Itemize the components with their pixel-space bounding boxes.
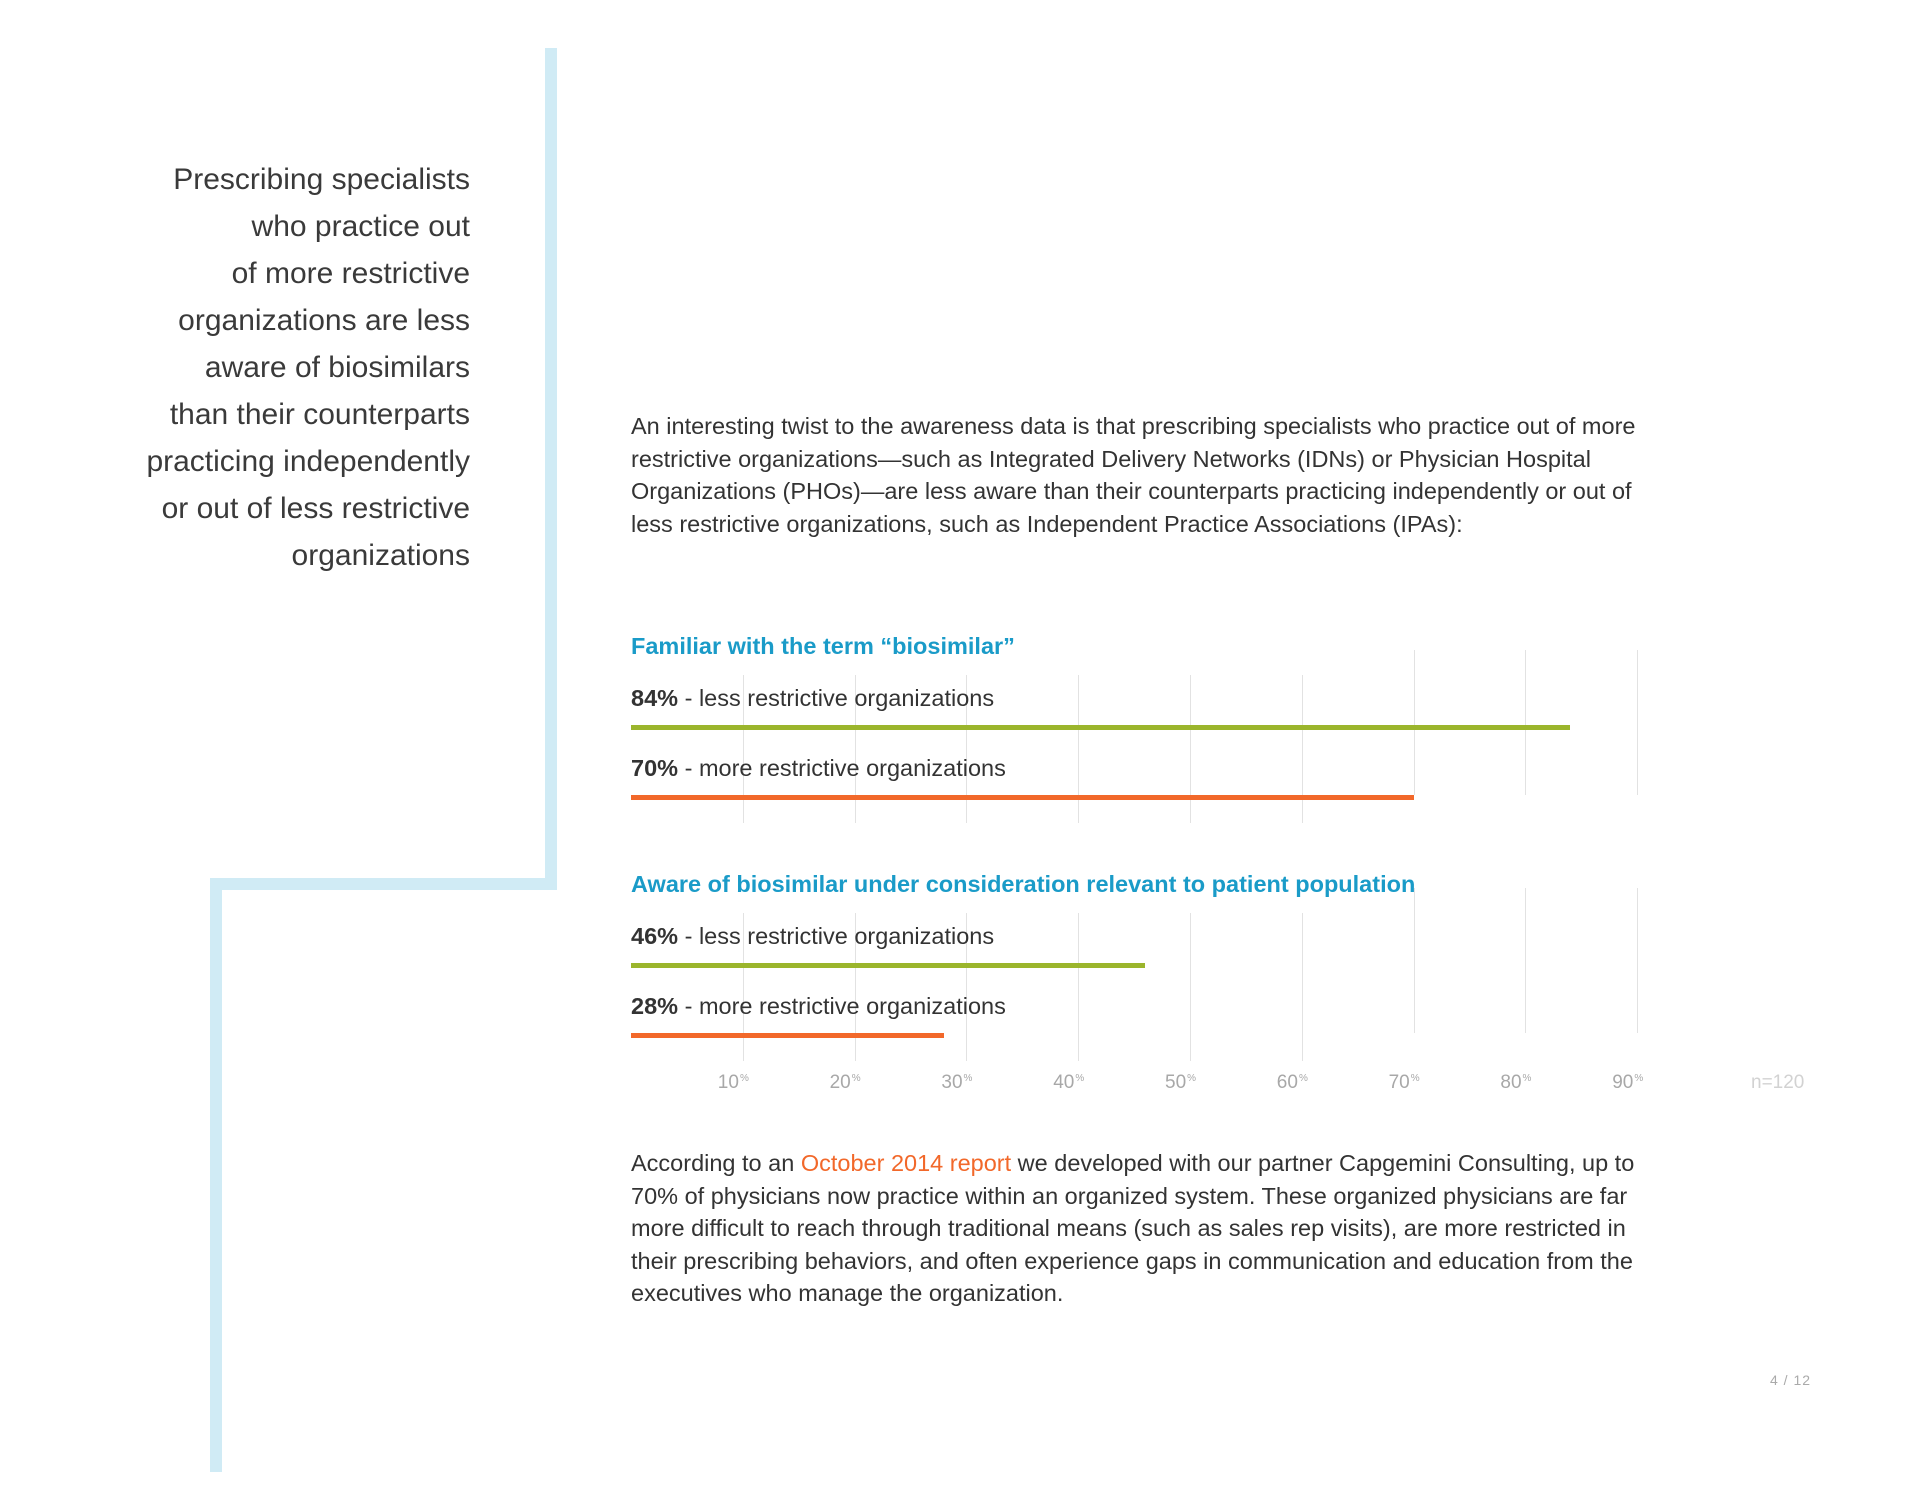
tick-value: 20 — [829, 1072, 851, 1093]
gridline — [1414, 650, 1415, 795]
tick-value: 60 — [1276, 1072, 1298, 1093]
bar-label — [631, 685, 994, 712]
gridline — [1525, 888, 1526, 1033]
tick-unit: % — [1410, 1073, 1420, 1084]
bar-value-label: 28% — [631, 993, 679, 1019]
tick-unit: % — [851, 1073, 861, 1084]
pull-quote-line: who practice out — [251, 210, 470, 243]
bar-value-label: 84% — [631, 685, 679, 711]
tick-label — [1389, 1072, 1469, 1094]
gridline — [1637, 650, 1638, 795]
tick-label — [1277, 1072, 1357, 1094]
gridline — [1414, 888, 1415, 1033]
bar-more-restrictive — [631, 1033, 944, 1038]
tick-value: 40 — [1053, 1072, 1075, 1093]
bar-label-separator: - — [678, 993, 699, 1019]
bar-series-name: less restrictive organizations — [698, 923, 995, 949]
bar-value-label: 70% — [631, 755, 679, 781]
outro-paragraph — [631, 1147, 1671, 1310]
pull-quote-line: organizations — [291, 539, 470, 572]
tick-value: 10 — [717, 1072, 739, 1093]
bar-less-restrictive — [631, 725, 1570, 730]
tick-value: 50 — [1165, 1072, 1187, 1093]
bracket-horizontal — [210, 878, 557, 890]
gridline — [1190, 913, 1191, 1061]
tick-value: 30 — [941, 1072, 963, 1093]
bar-series-name: less restrictive organizations — [698, 685, 995, 711]
bar-series-name: more restrictive organizations — [698, 993, 1006, 1019]
pull-quote-line: Prescribing specialists — [173, 163, 470, 196]
bracket-vertical-bottom — [210, 878, 222, 1472]
gridline — [1525, 650, 1526, 795]
bar-label-separator: - — [678, 923, 699, 949]
bar-label — [631, 755, 1006, 782]
tick-unit: % — [1522, 1073, 1532, 1084]
gridline — [1078, 913, 1079, 1061]
tick-label — [941, 1072, 1021, 1094]
bar-value-label: 46% — [631, 923, 679, 949]
tick-label — [1612, 1072, 1692, 1094]
tick-value: 80 — [1500, 1072, 1522, 1093]
sample-size-label: n=120 — [1751, 1072, 1805, 1093]
bar-less-restrictive — [631, 963, 1145, 968]
gridline — [1190, 675, 1191, 823]
gridline — [1637, 888, 1638, 1033]
chart-title: Aware of biosimilar under consideration relevant to patient population — [631, 871, 1416, 897]
pull-quote-line: aware of biosimilars — [204, 351, 470, 384]
tick-unit: % — [739, 1073, 749, 1084]
pull-quote-line: or out of less restrictive — [161, 492, 470, 525]
outro-text-after: we developed with our partner Capgemini Consulting, up to 70% of physicians now practice within an organized system. These organized physicians are far more difficult to reach through traditional means (such as sales rep visits), are more restricted in their prescribing behaviors, and often experience gaps in communication and education from the executives who manage the organization. — [631, 1150, 1635, 1306]
tick-value: 90 — [1612, 1072, 1634, 1093]
gridline — [1078, 675, 1079, 823]
report-link[interactable]: October 2014 report — [800, 1150, 1012, 1176]
page-number: 4 / 12 — [1770, 1372, 1812, 1388]
bar-label — [631, 923, 994, 950]
tick-label — [1500, 1072, 1580, 1094]
chart-title: Familiar with the term “biosimilar” — [631, 633, 1015, 659]
tick-unit: % — [1075, 1073, 1085, 1084]
bar-series-name: more restrictive organizations — [698, 755, 1006, 781]
bar-label-separator: - — [678, 755, 699, 781]
bracket-vertical-top — [545, 48, 557, 890]
intro-paragraph: An interesting twist to the awareness data is that prescribing specialists who practice out of more restrictive organizations—such as Integrated Delivery Networks (IDNs) or Physician Hospital Organizations (PHOs)—are less aware than their counterparts practicing independently or out of less restrictive organizations, such as Independent Practice Associations (IPAs): — [631, 413, 1636, 537]
pull-quote-line: practicing independently — [146, 445, 470, 478]
tick-value: 70 — [1388, 1072, 1410, 1093]
pull-quote-line: organizations are less — [178, 304, 470, 337]
tick-unit: % — [963, 1073, 973, 1084]
bar-label — [631, 993, 1006, 1020]
pull-quote-line: than their counterparts — [169, 398, 470, 431]
bar-more-restrictive — [631, 795, 1414, 800]
tick-unit: % — [1634, 1073, 1644, 1084]
pull-quote — [60, 156, 470, 579]
tick-unit: % — [1187, 1073, 1197, 1084]
tick-label — [1053, 1072, 1133, 1094]
tick-label — [1165, 1072, 1245, 1094]
gridline — [1302, 675, 1303, 823]
tick-label — [718, 1072, 798, 1094]
tick-label — [830, 1072, 910, 1094]
pull-quote-line: of more restrictive — [231, 257, 470, 290]
tick-unit: % — [1298, 1073, 1308, 1084]
outro-text-before: According to an — [631, 1150, 801, 1176]
gridline — [1302, 913, 1303, 1061]
bar-label-separator: - — [678, 685, 699, 711]
